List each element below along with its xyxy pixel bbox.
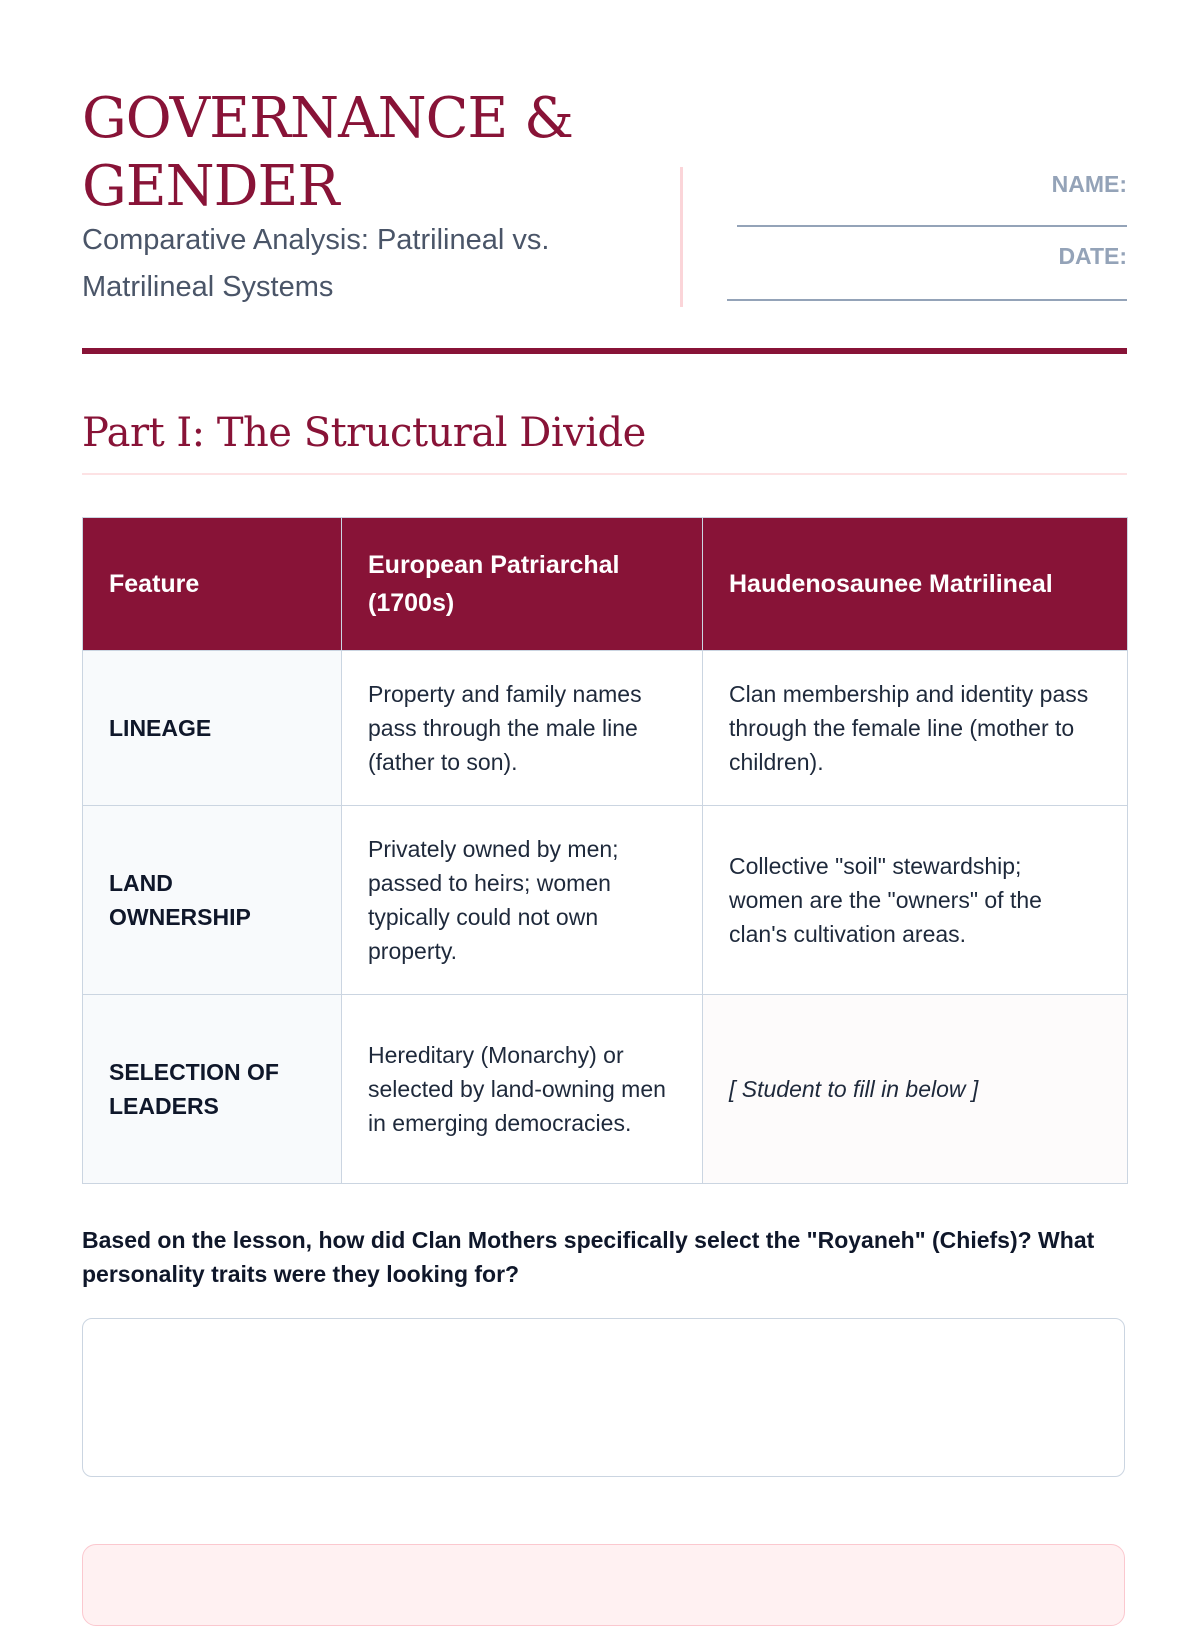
section-divider	[82, 473, 1127, 475]
worksheet-header	[82, 85, 1127, 315]
section-title: Part I: The Structural Divide	[82, 410, 646, 456]
table-header-row	[83, 518, 1128, 651]
title-line-1: GOVERNANCE &	[82, 86, 573, 151]
page-subtitle: Comparative Analysis: Patrilineal vs. Matrilineal Systems	[82, 224, 550, 303]
name-label: NAME:	[1051, 171, 1127, 197]
header-haudenosaunee: Haudenosaunee Matrilineal	[703, 518, 1128, 651]
row-european: Property and family names pass through the male line (father to son).	[342, 651, 703, 806]
row-feature: LAND OWNERSHIP	[83, 806, 342, 995]
table-row	[83, 651, 1128, 806]
row-haudenosaunee: Clan membership and identity pass through the female line (mother to children).	[703, 651, 1128, 806]
page-title	[82, 85, 642, 221]
header-rule	[82, 348, 1127, 354]
row-feature: SELECTION OF LEADERS	[83, 995, 342, 1184]
title-line-2: GENDER	[82, 154, 339, 219]
name-field[interactable]	[737, 225, 1127, 227]
note-box	[82, 1544, 1125, 1626]
header-feature: Feature	[83, 518, 342, 651]
comparison-table	[82, 517, 1128, 1184]
table-row	[83, 995, 1128, 1184]
row-haudenosaunee: Collective "soil" stewardship; women are the "owners" of the clan's cultivation areas.	[703, 806, 1128, 995]
date-label: DATE:	[1058, 243, 1127, 269]
row-feature: LINEAGE	[83, 651, 342, 806]
row-european: Hereditary (Monarchy) or selected by land-owning men in emerging democracies.	[342, 995, 703, 1184]
header-divider	[680, 167, 683, 307]
answer-textarea[interactable]	[82, 1318, 1125, 1477]
header-european: European Patriarchal (1700s)	[342, 518, 703, 651]
row-european: Privately owned by men; passed to heirs; women typically could not own property.	[342, 806, 703, 995]
table-row	[83, 806, 1128, 995]
question-prompt: Based on the lesson, how did Clan Mothers specifically select the "Royaneh" (Chiefs)? What personality traits were they looking for?	[82, 1227, 1095, 1287]
student-fill-cell[interactable]: [ Student to fill in below ]	[703, 995, 1128, 1184]
date-field[interactable]	[727, 299, 1127, 301]
